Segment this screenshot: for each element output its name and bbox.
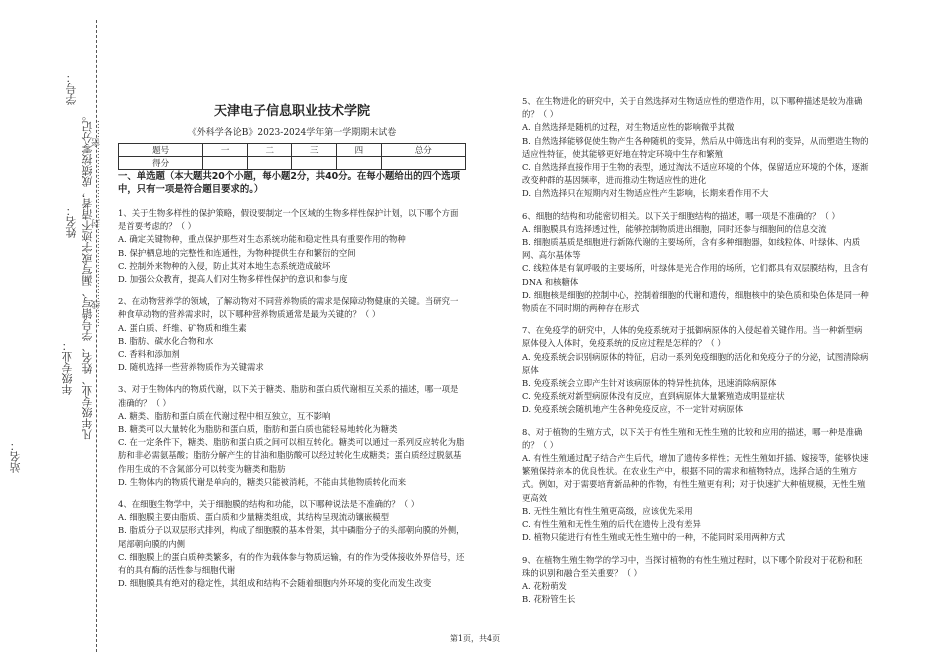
- question-option: D. 自然选择只在短期内对生物适应性产生影响，长期来看作用不大: [522, 188, 769, 199]
- question-block: [522, 426, 870, 545]
- question-option: D. 免疫系统会随机地产生各种免疫反应，不一定针对病原体: [522, 404, 744, 415]
- question-option: A. 免疫系统会识别病原体的特征，启动一系列免疫细胞的活化和免疫分子的分泌，试图清除病原体: [522, 351, 869, 375]
- name-label: 姓名：: [65, 205, 78, 238]
- question-option: A. 细胞膜具有选择透过性，能够控制物质进出细胞，同时还参与细胞间的信息交流: [522, 223, 827, 234]
- right-question-column: [522, 95, 870, 615]
- question-option: D. 生物体内的物质代谢是单向的，糖类只能被消耗，不能由其他物质转化而来: [118, 476, 407, 487]
- question-option: B. 糖类可以大量转化为脂肪和蛋白质，脂肪和蛋白质也能轻易地转化为糖类: [118, 424, 398, 435]
- question-option: A. 有性生殖通过配子结合产生后代，增加了遗传多样性；无性生殖如扦插、嫁接等，能够快速繁殖保持亲本的优良性状。在农业生产中，根据不同的需求和植物特点，选择合适的生殖方式。例如，对于需要培育新品种的作物，有性生殖更有利；对于快速扩大种植规模，无性生殖更高效: [522, 453, 869, 503]
- school-title: 天津电子信息职业技术学院: [213, 104, 370, 119]
- score-cell: [381, 157, 465, 170]
- question-option: C. 控制外来物种的入侵，防止其对本地生态系统造成破坏: [118, 260, 331, 271]
- question-option: B. 无性生殖比有性生殖更高级，应该优先采用: [522, 505, 693, 516]
- score-table-header-row: [119, 144, 466, 157]
- binding-seal-marks: ……线……………………封……………………密……: [92, 120, 102, 327]
- question-option: C. 线粒体是有氧呼吸的主要场所，叶绿体是光合作用的场所，它们都具有双层膜结构，且含有 DNA 和核糖体: [522, 263, 869, 287]
- question-block: [118, 383, 466, 489]
- score-cell: 得分: [119, 157, 203, 170]
- question-option: A. 细胞膜主要由脂质、蛋白质和少量糖类组成，其结构呈现流动镶嵌模型: [118, 512, 389, 523]
- question-block: [522, 324, 870, 416]
- question-option: B. 花粉管生长: [522, 594, 576, 605]
- score-cell: [292, 157, 337, 170]
- score-cell: [247, 157, 292, 170]
- score-cell: [203, 157, 248, 170]
- question-option: A. 蛋白质、纤维、矿物质和维生素: [118, 322, 247, 333]
- page-footer: 第1页，共4页: [449, 634, 501, 643]
- score-cell: 题号: [119, 144, 203, 157]
- question-stem: 3、对于生物体内的物质代谢，以下关于糖类、脂肪和蛋白质代谢相互关系的描述，哪一项是准确的？（ ）: [118, 384, 459, 408]
- score-cell: 二: [247, 144, 292, 157]
- score-table-score-row: [119, 157, 466, 170]
- score-cell: 三: [292, 144, 337, 157]
- question-block: [522, 210, 870, 316]
- score-cell: [337, 157, 382, 170]
- question-stem: 5、在生物进化的研究中，关于自然选择对生物适应性的塑造作用，以下哪种描述是较为准确的？（ ）: [522, 96, 863, 120]
- question-stem: 4、在细胞生物学中，关于细胞膜的结构和功能，以下哪种说法是不准确的？（ ）: [118, 499, 420, 510]
- question-option: B. 细胞质基质是细胞进行新陈代谢的主要场所，含有多种细胞器，如线粒体、叶绿体、内质网、高尔基体等: [522, 237, 861, 261]
- student-id-label: 学号：: [65, 72, 78, 105]
- question-option: D. 细胞核是细胞的控制中心，控制着细胞的代谢和遗传，细胞核中的染色质和染色体是同一种物质在不同时期的两种存在形式: [522, 289, 869, 314]
- question-stem: 9、在植物生殖生物学的学习中，当探讨植物的有性生殖过程时，以下哪个阶段对于花粉和胚珠的识别和融合至关重要？（ ）: [522, 554, 863, 578]
- binding-instruction: 凡年级专业、姓名、学号错写、漏写或字迹不清者，成绩按零分记。: [81, 110, 94, 440]
- question-option: C. 有性生殖和无性生殖的后代在遗传上没有差异: [522, 519, 701, 530]
- score-cell: 四: [337, 144, 382, 157]
- question-block: [522, 554, 870, 607]
- question-stem: 6、细胞的结构和功能密切相关。以下关于细胞结构的描述，哪一项是不准确的？（ ）: [522, 210, 840, 221]
- question-option: D. 随机选择一些营养物质作为关键需求: [118, 362, 264, 373]
- question-option: D. 加强公众教育，提高人们对生物多样性保护的意识和参与度: [118, 274, 348, 285]
- question-option: A. 花粉萌发: [522, 580, 567, 591]
- binding-margin: [0, 0, 110, 672]
- score-cell: 一: [203, 144, 248, 157]
- question-option: C. 细胞膜上的蛋白质种类繁多，有的作为载体参与物质运输，有的作为受体接收外界信号，还有的具有酶的活性参与细胞代谢: [118, 551, 465, 576]
- question-stem: 7、在免疫学的研究中，人体的免疫系统对于抵御病原体的入侵起着关键作用。当一种新型病原体侵入人体时，免疫系统的反应过程是怎样的？（ ）: [522, 325, 863, 349]
- question-block: [118, 498, 466, 590]
- question-option: B. 脂质分子以双层形式排列，构成了细胞膜的基本骨架，其中磷脂分子的头部朝向膜的外侧，尾部朝向膜的内侧: [118, 525, 465, 549]
- question-option: B. 免疫系统会立即产生针对该病原体的特异性抗体，迅速消除病原体: [522, 378, 777, 389]
- exam-title: 《外科学各论B》2023-2024学年第一学期期末试卷: [187, 128, 397, 138]
- left-question-column: [118, 207, 466, 599]
- question-option: C. 香料和添加剂: [118, 349, 180, 360]
- school-label: 站名：: [9, 440, 22, 473]
- section-heading: 一、单选题（本大题共20个小题，每小题2分，共40分。在每小题给出的四个选项中，只有一项是符合题目要求的。）: [118, 171, 460, 195]
- question-option: C. 在一定条件下，糖类、脂肪和蛋白质之间可以相互转化。糖类可以通过一系列反应转化为脂肪和非必需氨基酸；脂肪分解产生的甘油和脂肪酸可以经过转化生成糖类；蛋白质经过脱氨基作用生成的不含氮部分可以转变为糖类和脂肪: [118, 437, 465, 474]
- question-block: [522, 95, 870, 201]
- question-option: B. 自然选择能够促使生物产生各种随机的变异，然后从中筛选出有利的变异，从而塑造生物的适应性特征，使其能够更好地在特定环境中生存和繁殖: [522, 135, 869, 159]
- question-block: [118, 207, 466, 286]
- question-option: B. 保护栖息地的完整性和连通性，为物种提供生存和繁衍的空间: [118, 247, 356, 258]
- question-option: A. 自然选择是随机的过程，对生物适应性的影响微乎其微: [522, 122, 735, 133]
- score-table: [118, 143, 466, 170]
- question-option: B. 脂肪、碳水化合物和水: [118, 335, 214, 346]
- question-stem: 1、关于生物多样性的保护策略，假设要制定一个区域的生物多样性保护计划，以下哪个方面是首要考虑的？（ ）: [118, 208, 459, 232]
- question-option: A. 确定关键物种，重点保护那些对生态系统功能和稳定性具有重要作用的物种: [118, 234, 406, 245]
- question-option: D. 细胞膜具有绝对的稳定性，其组成和结构不会随着细胞内外环境的变化而发生改变: [118, 578, 432, 589]
- question-option: A. 糖类、脂肪和蛋白质在代谢过程中相互独立，互不影响: [118, 410, 331, 421]
- question-option: C. 免疫系统对新型病原体没有反应，直到病原体大量繁殖造成明显症状: [522, 391, 785, 402]
- binding-dashed-line-outer: [96, 20, 97, 652]
- grade-major-label: 年级专业：: [61, 340, 74, 395]
- question-block: [118, 295, 466, 374]
- score-cell: 总分: [381, 144, 465, 157]
- question-option: D. 植物只能进行有性生殖或无性生殖中的一种，不能同时采用两种方式: [522, 532, 785, 543]
- question-option: C. 自然选择直接作用于生物的表型，通过淘汰不适应环境的个体，保留适应环境的个体，逐渐改变种群的基因频率，进而推动生物适应性的进化: [522, 162, 869, 186]
- question-stem: 2、在动物营养学的领域，了解动物对不同营养物质的需求是保障动物健康的关键。当研究一种食草动物的营养需求时，以下哪种营养物质通常是最为关键的？（ ）: [118, 296, 459, 320]
- question-stem: 8、对于植物的生殖方式，以下关于有性生殖和无性生殖的比较和应用的描述，哪一种是准确的？（ ）: [522, 426, 863, 450]
